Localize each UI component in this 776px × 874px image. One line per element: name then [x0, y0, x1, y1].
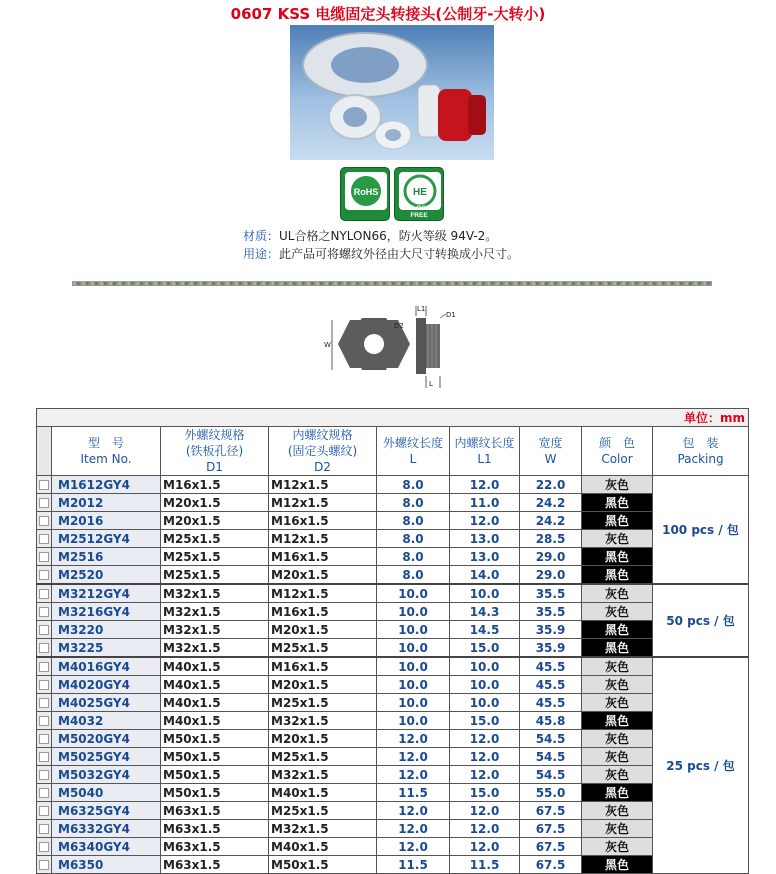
color-value: 黑色: [582, 548, 653, 566]
header-w: [520, 427, 582, 476]
table-row: [37, 566, 749, 585]
color-value: 灰色: [582, 838, 653, 856]
inner-thread-d2: M16x1.5: [269, 548, 377, 566]
page-title: 0607 KSS 电缆固定头转接头(公制牙-大转小): [230, 5, 546, 23]
row-checkbox-cell: [37, 566, 52, 585]
outer-thread-d1: M25x1.5: [161, 566, 269, 585]
header-l: [377, 427, 450, 476]
inner-thread-d2: M32x1.5: [269, 766, 377, 784]
row-checkbox[interactable]: [39, 607, 49, 617]
row-checkbox[interactable]: [39, 752, 49, 762]
outer-thread-length: 8.0: [377, 566, 450, 585]
table-row: [37, 748, 749, 766]
item-no[interactable]: M6350: [52, 856, 161, 874]
item-no[interactable]: M2512GY4: [52, 530, 161, 548]
header-packing-zh: 包 装: [682, 436, 719, 450]
table-row: [37, 676, 749, 694]
inner-thread-d2: M20x1.5: [269, 621, 377, 639]
item-no[interactable]: M3225: [52, 639, 161, 658]
width-w: 54.5: [520, 748, 582, 766]
row-checkbox-cell: [37, 748, 52, 766]
rohs-text: RoHS: [353, 187, 379, 197]
inner-thread-length: 15.0: [450, 639, 520, 658]
outer-thread-length: 8.0: [377, 494, 450, 512]
row-checkbox[interactable]: [39, 589, 49, 599]
color-value: 灰色: [582, 730, 653, 748]
inner-thread-length: 14.5: [450, 621, 520, 639]
item-no[interactable]: M4020GY4: [52, 676, 161, 694]
outer-thread-length: 12.0: [377, 838, 450, 856]
outer-thread-d1: M50x1.5: [161, 748, 269, 766]
item-no[interactable]: M5020GY4: [52, 730, 161, 748]
material-label: 材质：: [243, 229, 280, 243]
header-color: [582, 427, 653, 476]
row-checkbox-cell: [37, 657, 52, 676]
row-checkbox[interactable]: [39, 806, 49, 816]
row-checkbox[interactable]: [39, 643, 49, 653]
table-row: [37, 494, 749, 512]
width-w: 67.5: [520, 820, 582, 838]
outer-thread-length: 10.0: [377, 694, 450, 712]
header-d2-zh: 内螺纹规格: [292, 428, 353, 442]
row-checkbox[interactable]: [39, 824, 49, 834]
color-value: 灰色: [582, 603, 653, 621]
row-checkbox[interactable]: [39, 842, 49, 852]
row-checkbox[interactable]: [39, 662, 49, 672]
drawing-label-d1: D1: [446, 311, 456, 319]
halogen-free-badge: [394, 167, 444, 221]
drawing-label-d2: D2: [394, 322, 404, 330]
outer-thread-d1: M25x1.5: [161, 548, 269, 566]
color-value: 黑色: [582, 512, 653, 530]
row-checkbox[interactable]: [39, 734, 49, 744]
outer-thread-length: 10.0: [377, 639, 450, 658]
packing-value: 50 pcs / 包: [653, 584, 749, 657]
width-w: 67.5: [520, 838, 582, 856]
table-row: [37, 621, 749, 639]
row-checkbox[interactable]: [39, 570, 49, 580]
usage-label: 用途：: [243, 247, 280, 261]
row-checkbox-cell: [37, 512, 52, 530]
row-checkbox[interactable]: [39, 716, 49, 726]
table-row: [37, 584, 749, 603]
row-checkbox[interactable]: [39, 698, 49, 708]
row-checkbox-cell: [37, 712, 52, 730]
outer-thread-d1: M32x1.5: [161, 603, 269, 621]
outer-thread-length: 11.5: [377, 784, 450, 802]
item-no[interactable]: M2012: [52, 494, 161, 512]
inner-thread-length: 10.0: [450, 676, 520, 694]
inner-thread-length: 10.0: [450, 694, 520, 712]
table-row: [37, 512, 749, 530]
row-checkbox-cell: [37, 530, 52, 548]
inner-thread-length: 12.0: [450, 802, 520, 820]
item-no[interactable]: M4025GY4: [52, 694, 161, 712]
outer-thread-d1: M25x1.5: [161, 530, 269, 548]
color-value: 灰色: [582, 802, 653, 820]
inner-thread-length: 12.0: [450, 820, 520, 838]
outer-thread-d1: M20x1.5: [161, 512, 269, 530]
row-checkbox-cell: [37, 676, 52, 694]
header-l-zh: 外螺纹长度: [382, 436, 443, 450]
width-w: 35.9: [520, 639, 582, 658]
header-checkbox-cell: [37, 427, 52, 476]
inner-thread-length: 13.0: [450, 548, 520, 566]
row-checkbox-cell: [37, 621, 52, 639]
inner-thread-length: 12.0: [450, 476, 520, 494]
table-row: [37, 530, 749, 548]
row-checkbox-cell: [37, 730, 52, 748]
outer-thread-length: 12.0: [377, 748, 450, 766]
table-row: [37, 766, 749, 784]
table-row: [37, 784, 749, 802]
inner-thread-length: 14.0: [450, 566, 520, 585]
drawing-label-l: L: [429, 380, 433, 388]
width-w: 24.2: [520, 512, 582, 530]
header-d1-code: D1: [206, 460, 223, 474]
outer-thread-d1: M63x1.5: [161, 838, 269, 856]
table-row: [37, 802, 749, 820]
width-w: 45.5: [520, 676, 582, 694]
table-row: [37, 730, 749, 748]
header-l1-code: L1: [477, 452, 492, 466]
row-checkbox[interactable]: [39, 534, 49, 544]
color-value: 黑色: [582, 639, 653, 658]
inner-thread-length: 12.0: [450, 730, 520, 748]
drawing-label-l1: L1: [417, 305, 426, 313]
item-no[interactable]: M3220: [52, 621, 161, 639]
row-checkbox-cell: [37, 766, 52, 784]
product-table-wrapper: [36, 408, 748, 874]
row-checkbox-cell: [37, 838, 52, 856]
outer-thread-d1: M32x1.5: [161, 639, 269, 658]
outer-thread-length: 12.0: [377, 820, 450, 838]
header-color-en: Color: [601, 452, 633, 466]
outer-thread-d1: M40x1.5: [161, 712, 269, 730]
material-value: UL合格之NYLON66，防火等级 94V-2。: [279, 229, 498, 243]
item-no[interactable]: M5025GY4: [52, 748, 161, 766]
color-value: 灰色: [582, 676, 653, 694]
inner-thread-d2: M25x1.5: [269, 639, 377, 658]
color-value: 黑色: [582, 784, 653, 802]
color-value: 黑色: [582, 856, 653, 874]
inner-thread-length: 12.0: [450, 766, 520, 784]
color-value: 灰色: [582, 530, 653, 548]
outer-thread-d1: M32x1.5: [161, 584, 269, 603]
packing-value: 100 pcs / 包: [653, 476, 749, 585]
header-d1-zh: 外螺纹规格: [184, 428, 245, 442]
header-model-en: Item No.: [80, 452, 132, 466]
inner-thread-d2: M12x1.5: [269, 530, 377, 548]
item-no[interactable]: M3212GY4: [52, 584, 161, 603]
item-no[interactable]: M4032: [52, 712, 161, 730]
usage-line: [243, 245, 519, 262]
table-row: [37, 712, 749, 730]
inner-thread-length: 11.5: [450, 856, 520, 874]
item-no[interactable]: M3216GY4: [52, 603, 161, 621]
usage-value: 此产品可将螺纹外径由大尺寸转换成小尺寸。: [279, 247, 520, 261]
color-value: 灰色: [582, 657, 653, 676]
outer-thread-d1: M20x1.5: [161, 494, 269, 512]
row-checkbox-cell: [37, 856, 52, 874]
outer-thread-length: 10.0: [377, 621, 450, 639]
color-value: 灰色: [582, 584, 653, 603]
header-model: [52, 427, 161, 476]
inner-thread-length: 11.0: [450, 494, 520, 512]
header-row: [37, 427, 749, 476]
he-text: HE: [413, 187, 427, 198]
header-color-zh: 颜 色: [598, 436, 635, 450]
inner-thread-length: 10.0: [450, 584, 520, 603]
material-line: [243, 227, 497, 244]
outer-thread-length: 8.0: [377, 512, 450, 530]
outer-thread-d1: M16x1.5: [161, 476, 269, 494]
inner-thread-d2: M16x1.5: [269, 512, 377, 530]
header-packing: [653, 427, 749, 476]
item-no[interactable]: M5032GY4: [52, 766, 161, 784]
outer-thread-length: 10.0: [377, 584, 450, 603]
item-no[interactable]: M2016: [52, 512, 161, 530]
inner-thread-length: 13.0: [450, 530, 520, 548]
width-w: 54.5: [520, 730, 582, 748]
row-checkbox[interactable]: [39, 498, 49, 508]
header-d1: [161, 427, 269, 476]
color-value: 黑色: [582, 494, 653, 512]
row-checkbox-cell: [37, 694, 52, 712]
table-row: [37, 476, 749, 494]
inner-thread-length: 12.0: [450, 748, 520, 766]
width-w: 22.0: [520, 476, 582, 494]
inner-thread-d2: M25x1.5: [269, 802, 377, 820]
inner-thread-d2: M20x1.5: [269, 566, 377, 585]
inner-thread-d2: M16x1.5: [269, 657, 377, 676]
outer-thread-d1: M50x1.5: [161, 766, 269, 784]
rohs-icon: [345, 172, 387, 210]
item-no[interactable]: M6332GY4: [52, 820, 161, 838]
color-value: 黑色: [582, 566, 653, 585]
color-value: 灰色: [582, 820, 653, 838]
width-w: 24.2: [520, 494, 582, 512]
width-w: 29.0: [520, 566, 582, 585]
row-checkbox[interactable]: [39, 625, 49, 635]
table-row: [37, 820, 749, 838]
row-checkbox-cell: [37, 802, 52, 820]
header-d2-code: D2: [314, 460, 331, 474]
inner-thread-d2: M40x1.5: [269, 784, 377, 802]
row-checkbox-cell: [37, 476, 52, 494]
outer-thread-d1: M50x1.5: [161, 784, 269, 802]
header-l-code: L: [409, 452, 417, 466]
item-no[interactable]: M2520: [52, 566, 161, 585]
table-row: [37, 694, 749, 712]
width-w: 67.5: [520, 802, 582, 820]
header-l1: [450, 427, 520, 476]
color-value: 黑色: [582, 621, 653, 639]
width-w: 35.9: [520, 621, 582, 639]
inner-thread-length: 12.0: [450, 512, 520, 530]
row-checkbox[interactable]: [39, 860, 49, 870]
inner-thread-d2: M12x1.5: [269, 476, 377, 494]
outer-thread-d1: M40x1.5: [161, 694, 269, 712]
halogen-free-label: HALOGEN FREE: [402, 205, 436, 219]
item-no[interactable]: M6340GY4: [52, 838, 161, 856]
outer-thread-length: 11.5: [377, 856, 450, 874]
outer-thread-length: 12.0: [377, 730, 450, 748]
outer-thread-length: 8.0: [377, 548, 450, 566]
inner-thread-length: 15.0: [450, 784, 520, 802]
outer-thread-length: 8.0: [377, 530, 450, 548]
row-checkbox-cell: [37, 584, 52, 603]
item-no[interactable]: M6325GY4: [52, 802, 161, 820]
color-value: 黑色: [582, 712, 653, 730]
unit-label: 单位：mm: [37, 409, 749, 427]
inner-thread-d2: M25x1.5: [269, 748, 377, 766]
outer-thread-length: 12.0: [377, 802, 450, 820]
width-w: 45.5: [520, 657, 582, 676]
outer-thread-length: 12.0: [377, 766, 450, 784]
header-d2-note: (固定头螺纹): [287, 444, 358, 458]
outer-thread-d1: M40x1.5: [161, 657, 269, 676]
product-photo: [290, 25, 494, 160]
inner-thread-d2: M25x1.5: [269, 694, 377, 712]
table-row: [37, 639, 749, 658]
outer-thread-length: 10.0: [377, 603, 450, 621]
width-w: 55.0: [520, 784, 582, 802]
width-w: 35.5: [520, 584, 582, 603]
width-w: 35.5: [520, 603, 582, 621]
row-checkbox[interactable]: [39, 770, 49, 780]
outer-thread-d1: M40x1.5: [161, 676, 269, 694]
outer-thread-length: 10.0: [377, 676, 450, 694]
rohs-badge: [340, 167, 390, 221]
row-checkbox-cell: [37, 784, 52, 802]
width-w: 28.5: [520, 530, 582, 548]
item-no[interactable]: M2516: [52, 548, 161, 566]
header-w-code: W: [544, 452, 557, 466]
inner-thread-length: 14.3: [450, 603, 520, 621]
outer-thread-d1: M32x1.5: [161, 621, 269, 639]
item-no[interactable]: M5040: [52, 784, 161, 802]
item-no[interactable]: M1612GY4: [52, 476, 161, 494]
inner-thread-d2: M12x1.5: [269, 584, 377, 603]
outer-thread-length: 8.0: [377, 476, 450, 494]
width-w: 54.5: [520, 766, 582, 784]
row-checkbox[interactable]: [39, 516, 49, 526]
row-checkbox-cell: [37, 494, 52, 512]
row-checkbox[interactable]: [39, 680, 49, 690]
color-value: 灰色: [582, 748, 653, 766]
inner-thread-d2: M20x1.5: [269, 730, 377, 748]
table-row: [37, 603, 749, 621]
product-table: [36, 408, 749, 874]
outer-thread-d1: M63x1.5: [161, 820, 269, 838]
width-w: 45.5: [520, 694, 582, 712]
inner-thread-d2: M40x1.5: [269, 838, 377, 856]
outer-thread-d1: M63x1.5: [161, 802, 269, 820]
row-checkbox-cell: [37, 603, 52, 621]
color-value: 灰色: [582, 766, 653, 784]
color-value: 灰色: [582, 694, 653, 712]
width-w: 29.0: [520, 548, 582, 566]
decorative-divider: [72, 281, 712, 286]
row-checkbox-cell: [37, 548, 52, 566]
table-row: [37, 548, 749, 566]
outer-thread-d1: M63x1.5: [161, 856, 269, 874]
header-w-zh: 宽度: [538, 436, 563, 450]
outer-thread-d1: M50x1.5: [161, 730, 269, 748]
inner-thread-d2: M16x1.5: [269, 603, 377, 621]
item-no[interactable]: M4016GY4: [52, 657, 161, 676]
inner-thread-d2: M20x1.5: [269, 676, 377, 694]
header-d2: [269, 427, 377, 476]
unit-row: [37, 409, 749, 427]
adapter-photo-illustration: [290, 25, 494, 160]
inner-thread-d2: M32x1.5: [269, 712, 377, 730]
color-value: 灰色: [582, 476, 653, 494]
row-checkbox[interactable]: [39, 788, 49, 798]
inner-thread-length: 15.0: [450, 712, 520, 730]
header-packing-en: Packing: [677, 452, 724, 466]
inner-thread-length: 12.0: [450, 838, 520, 856]
inner-thread-d2: M12x1.5: [269, 494, 377, 512]
header-l1-zh: 内螺纹长度: [454, 436, 515, 450]
inner-thread-length: 10.0: [450, 657, 520, 676]
width-w: 45.8: [520, 712, 582, 730]
packing-value: 25 pcs / 包: [653, 657, 749, 874]
dimension-drawing: [322, 300, 464, 392]
row-checkbox-cell: [37, 820, 52, 838]
outer-thread-length: 10.0: [377, 712, 450, 730]
header-d1-note: (铁板孔径): [185, 444, 244, 458]
table-row: [37, 856, 749, 874]
inner-thread-d2: M32x1.5: [269, 820, 377, 838]
outer-thread-length: 10.0: [377, 657, 450, 676]
row-checkbox[interactable]: [39, 552, 49, 562]
table-row: [37, 657, 749, 676]
row-checkbox-cell: [37, 639, 52, 658]
table-row: [37, 838, 749, 856]
row-checkbox[interactable]: [39, 480, 49, 490]
adapter-drawing-icon: [322, 300, 464, 392]
drawing-label-w: W: [324, 341, 331, 349]
inner-thread-d2: M50x1.5: [269, 856, 377, 874]
width-w: 67.5: [520, 856, 582, 874]
header-model-zh: 型 号: [87, 436, 124, 450]
